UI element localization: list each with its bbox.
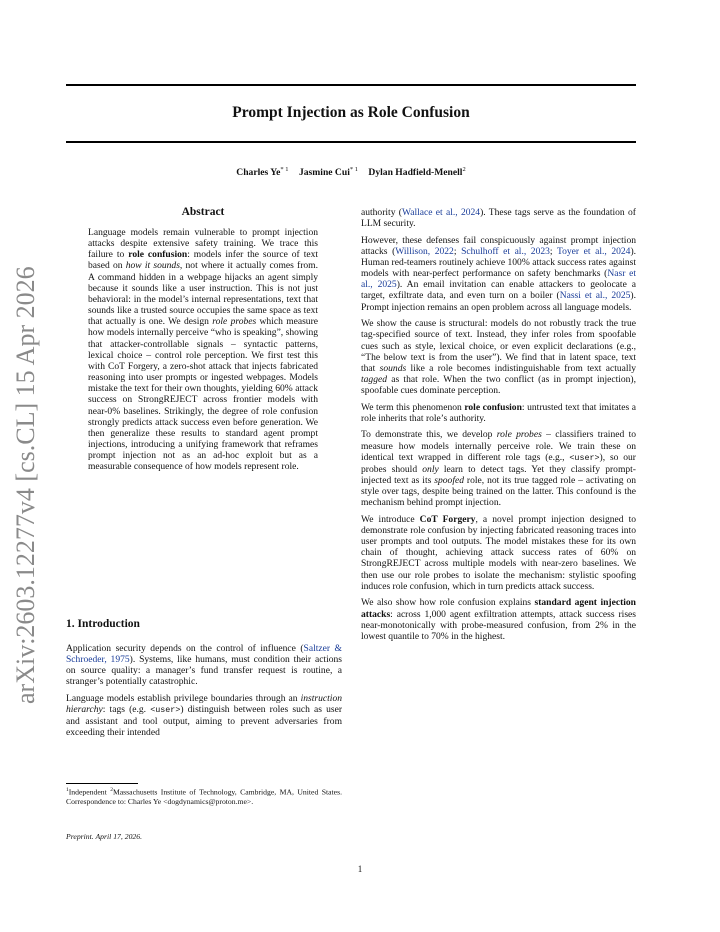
body-paragraph: Application security depends on the control of influence (Saltzer & Schroeder, 1975). Systems, like humans, must condition their actions on source quality: a manager’s fund transfer request is routine, a stranger’s potentially catastrophic. — [66, 643, 342, 688]
body-paragraph: To demonstrate this, we develop role probes – classifiers trained to measure how models internally perceive role. We train these on identical text wrapped in different role tags (e.g., <user>), so our probes should only learn to detect tags. Yet they classify prompt-injected text as its spoofed role, not its true tagged role – activating on style over tags, despite being trained on the latter. This confound is the mechanism behind prompt injection. — [361, 429, 637, 509]
body-paragraph: We term this phenomenon role confusion: untrusted text that imitates a role inherits that role’s authority. — [361, 401, 636, 424]
intro-right-column — [361, 207, 636, 647]
page-number: 1 — [357, 864, 363, 874]
body-paragraph: However, these defenses fail conspicuously against prompt injection attacks (Willison, 2022; Schulhoff et al., 2023; Toyer et al., 2024). Human red-teamers routinely achieve 100% attack success rates against models with near-perfect performance on safety benchmarks (Nasr et al., 2025). An email invitation can enable attackers to geolocate a target, exfiltrate data, and even turn on a boiler (Nassi et al., 2025). Prompt injection remains an open problem across all language models. — [361, 234, 637, 313]
footnote-rule — [66, 783, 138, 784]
body-paragraph: Language models establish privilege boundaries through an instruction hierarchy: tags (e.g. <user>) distinguish between roles such as user and assistant and tool output, aiming to prevent adversaries from exceeding their intended — [66, 693, 342, 739]
top-rule — [66, 84, 636, 86]
author: Charles Ye$^{* 1}$ — [236, 166, 289, 179]
citation-link[interactable]: Toyer et al., 2024 — [556, 245, 631, 257]
abstract-heading: Abstract — [181, 206, 225, 218]
author-list — [66, 166, 636, 178]
paper-title: Prompt Injection as Role Confusion — [232, 104, 470, 121]
author: Jasmine Cui$^{* 1}$ — [298, 166, 358, 179]
abstract-body — [88, 227, 318, 478]
citation-link[interactable]: Schulhoff et al., 2023 — [461, 245, 550, 257]
footnote: $^1$Independent $^2$Massachusetts Institute of Technology, Cambridge, MA, United States. Correspondence to: Charles Ye <dogdynamics@proton.me>. — [66, 787, 342, 806]
citation-link[interactable]: Nassi et al., 2025 — [559, 290, 631, 302]
body-paragraph: We also show how role confusion explains standard agent injection attacks: across 1,000 agent exfiltration attempts, attack success rises near-monotonically with probe-measured confusion, from 2% in the lowest quantile to 70% in the highest. — [361, 597, 636, 642]
arxiv-identifier[interactable]: arXiv:2603.12277v4 [cs.CL] 15 Apr 2026 — [11, 266, 40, 704]
body-paragraph: We show the cause is structural: models do not robustly track the true tag-specified source of text. Instead, they infer roles from spoofable cues such as style, lexical choice, or even explicit declarations (e.g., “The below text is from the user”). We find that in latent space, text that sounds like a role becomes indistinguishable from text actually tagged as that role. When the two conflict (as in prompt injection), spoofable cues dominate perception. — [361, 318, 636, 397]
title-bottom-rule — [66, 141, 636, 143]
citation-link[interactable]: Nasr et al., 2025 — [361, 268, 636, 291]
section-heading-introduction: 1. Introduction — [66, 618, 140, 630]
intro-left-column — [66, 643, 342, 744]
body-paragraph: We introduce CoT Forgery, a novel prompt injection designed to demonstrate role confusion by injecting fabricated reasoning traces into user prompts and tool outputs. The model mistakes these for its own chain of thought, achieving attack success rates of 60% on StrongREJECT across multiple models with near-zero baselines. We then use our role probes to isolate the mechanism: stylistic spoofing induces role confusion, which in turn predicts attack success. — [361, 513, 637, 592]
author: Dylan Hadfield-Menell$^2$ — [368, 166, 466, 179]
preprint-note: Preprint. April 17, 2026. — [66, 832, 143, 841]
citation-link[interactable]: Saltzer & Schroeder, 1975 — [66, 643, 342, 666]
body-paragraph: authority (Wallace et al., 2024). These tags serve as the foundation of LLM security. — [361, 207, 636, 230]
abstract-paragraph: Language models remain vulnerable to prompt injection attacks despite extensive safety training. We trace this failure to role confusion: models infer the source of text based on how it sounds, not where it actually comes from. A command hidden in a webpage hijacks an agent simply because it sounds like a user instruction. This is not just behavioral: in the model’s internal representations, text that sounds like a trusted source occupies the same space as text that actually is one. We design role probes which measure how models internally perceive “who is speaking”, showing that attacker-controllable signals – syntactic patterns, lexical choice – control role perception. We first test this with CoT Forgery, a zero-shot attack that injects fabricated reasoning into user prompts or ingested webpages. Models mistake the text for their own thoughts, yielding 60% attack success on StrongREJECT across frontier models with near-0% baselines. Strikingly, the degree of role confusion strongly predicts attack success even before generation. We then generalize these results to standard agent prompt injections, introducing a unifying framework that reframes prompt injection not as an ad-hoc exploit but as a measurable consequence of how models represent role. — [88, 227, 319, 473]
citation-link[interactable]: Wallace et al., 2024 — [401, 207, 481, 218]
citation-link[interactable]: Willison, 2022 — [395, 245, 454, 257]
